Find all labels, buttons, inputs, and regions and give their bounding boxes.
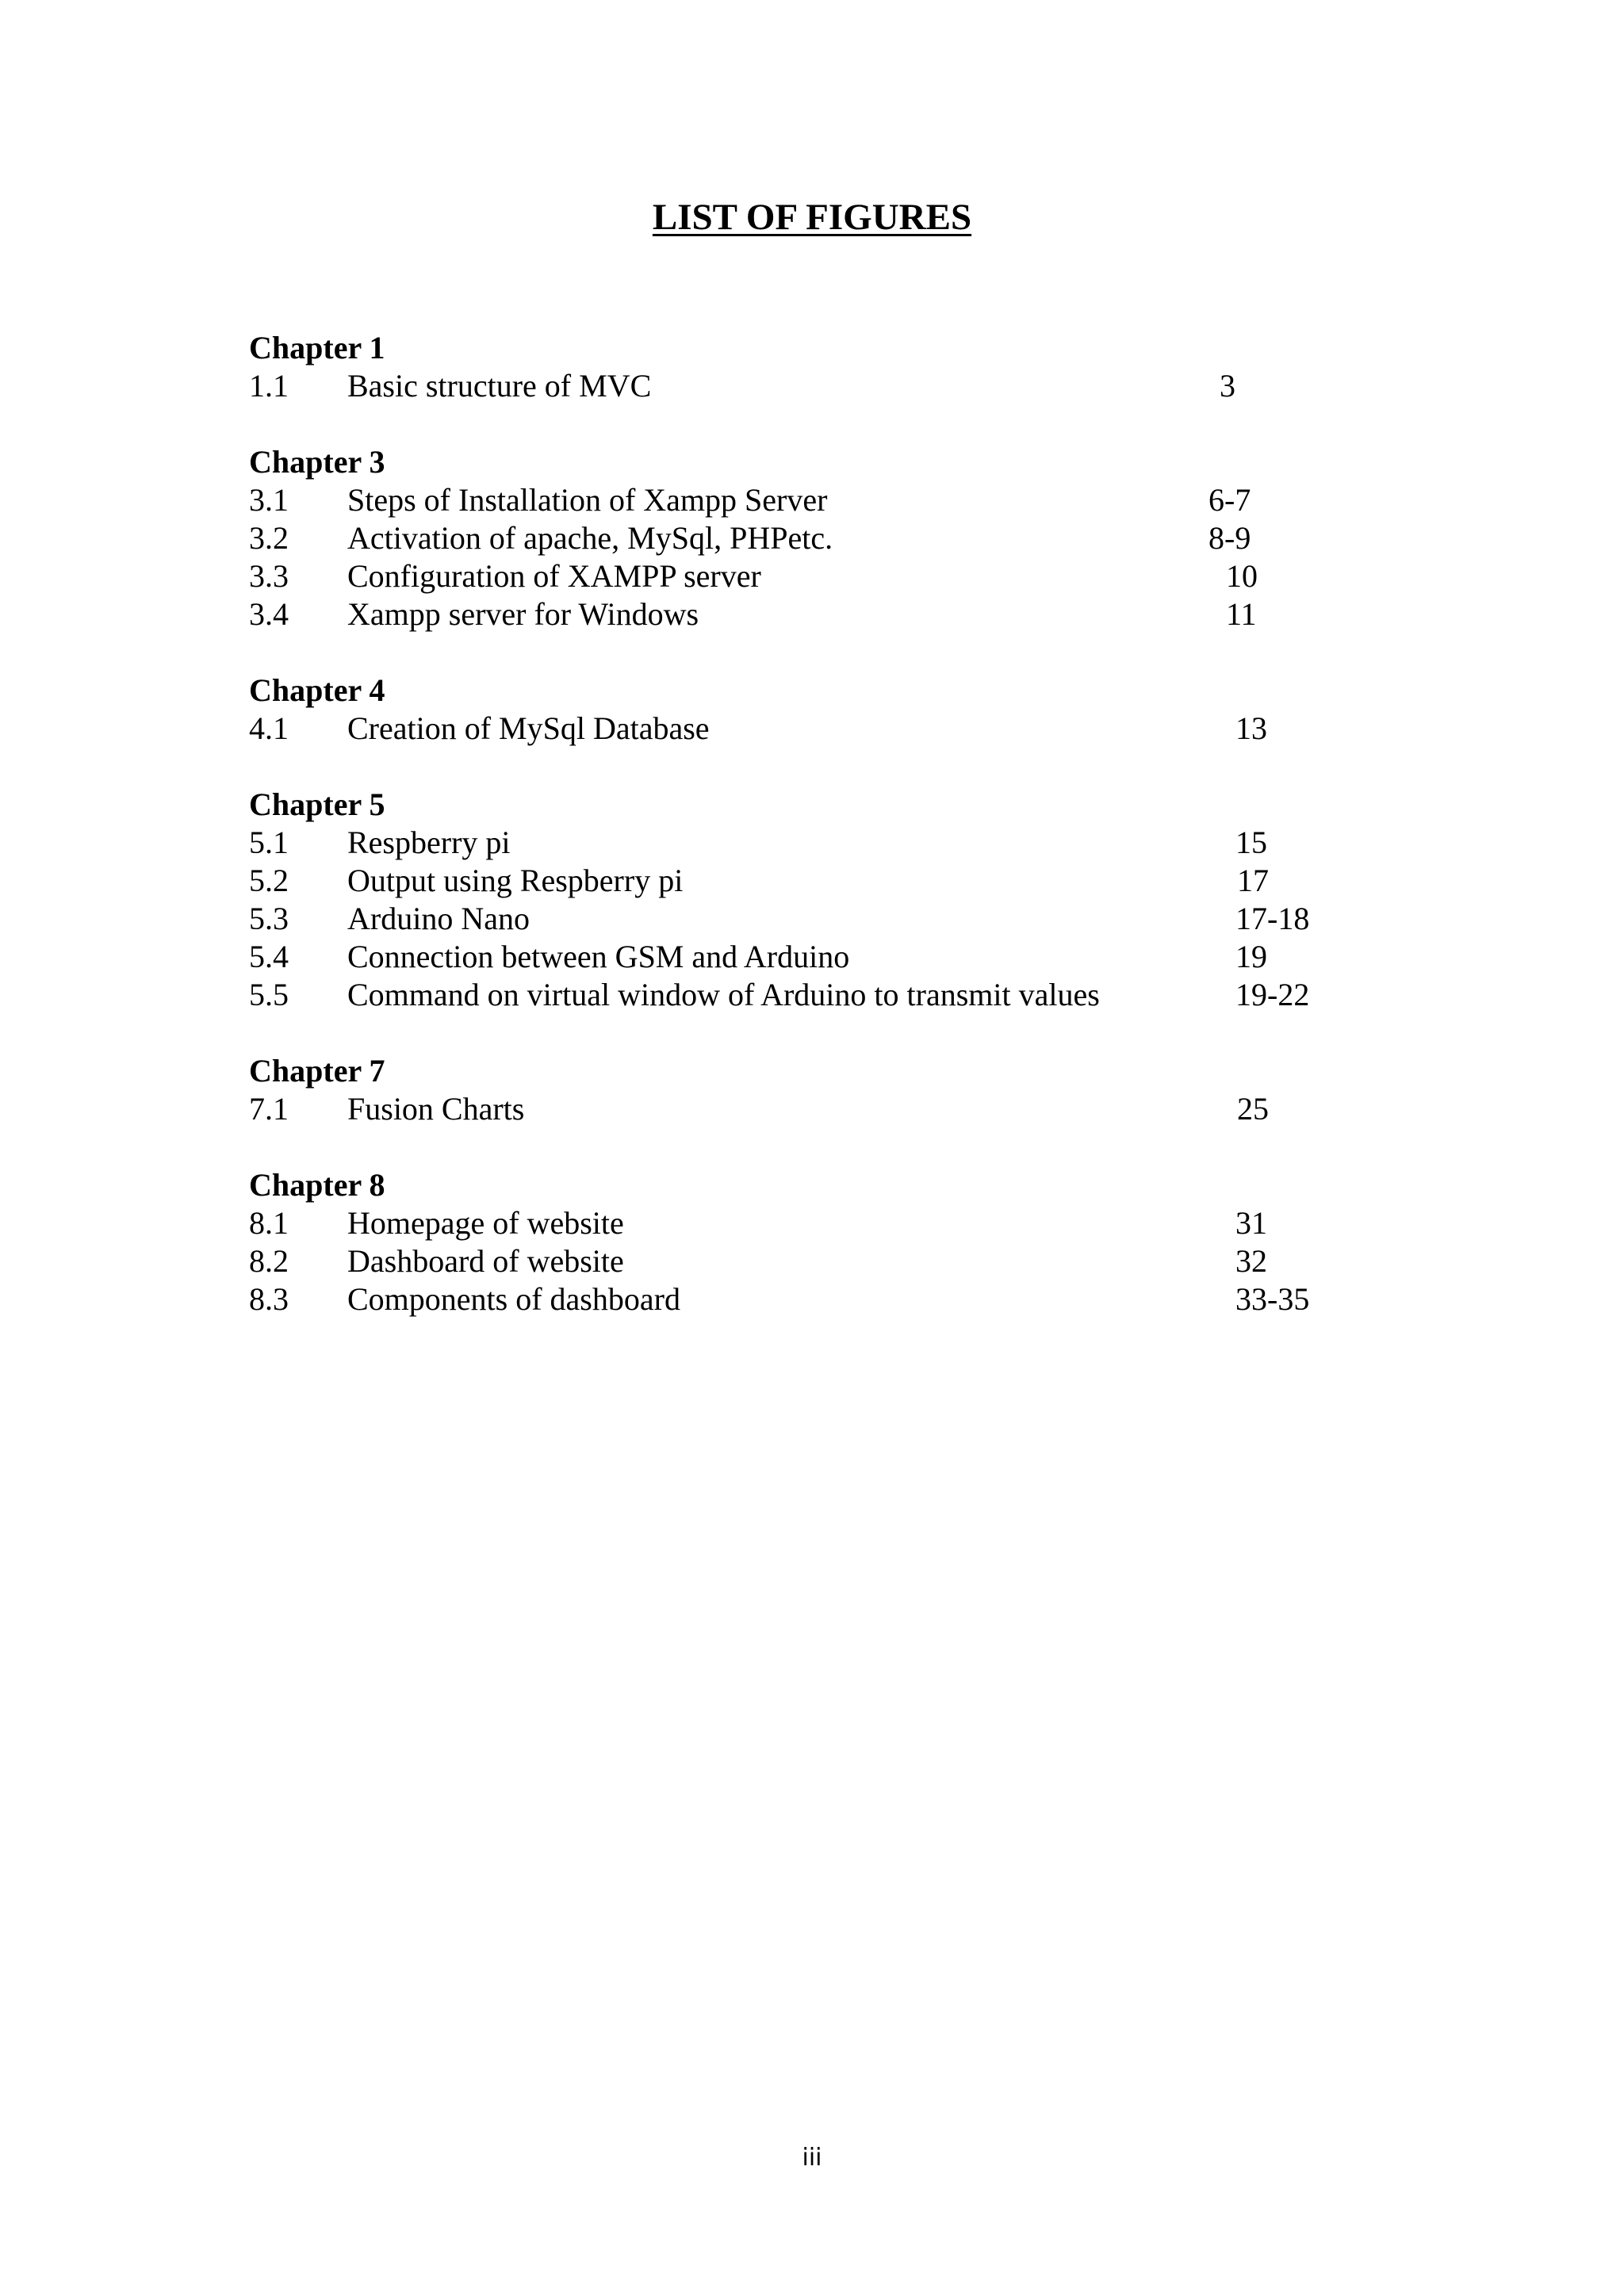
figure-number: 5.3: [249, 901, 289, 936]
figure-entry: [249, 519, 1359, 557]
figure-title: Fusion Charts: [347, 1091, 525, 1127]
figure-page: 32: [1235, 1243, 1267, 1279]
figure-entry: [249, 1280, 1359, 1318]
figure-title: Steps of Installation of Xampp Server: [347, 482, 828, 518]
figure-page: 13: [1235, 710, 1267, 746]
figure-title: Configuration of XAMPP server: [347, 558, 761, 594]
figure-number: 3.3: [249, 558, 289, 594]
figure-title: Activation of apache, MySql, PHPetc.: [347, 520, 833, 556]
figure-entry: [249, 1204, 1359, 1242]
figure-number: 5.1: [249, 825, 289, 860]
chapter-section: [249, 1166, 1359, 1318]
figure-entry: [249, 824, 1359, 862]
figure-title: Respberry pi: [347, 825, 511, 860]
figure-page: 19-22: [1235, 977, 1310, 1012]
figure-number: 1.1: [249, 368, 289, 404]
chapter-heading: Chapter 3: [249, 444, 385, 480]
figure-page: 25: [1237, 1091, 1269, 1127]
figure-number: 3.2: [249, 520, 289, 556]
figure-title: Output using Respberry pi: [347, 863, 684, 898]
figure-title: Command on virtual window of Arduino to transmit values: [347, 977, 1100, 1012]
chapter-section: [249, 672, 1359, 748]
figure-number: 7.1: [249, 1091, 289, 1127]
figure-entry: [249, 557, 1359, 595]
figure-number: 8.2: [249, 1243, 289, 1279]
figure-entry: [249, 862, 1359, 900]
page-number: iii: [802, 2144, 822, 2172]
figure-entry: [249, 710, 1359, 748]
figure-title: Dashboard of website: [347, 1243, 624, 1279]
chapter-heading: Chapter 7: [249, 1053, 385, 1089]
page-title: LIST OF FIGURES: [652, 197, 972, 238]
figure-title: Xampp server for Windows: [347, 596, 699, 632]
figure-entry: [249, 481, 1359, 519]
figure-number: 5.2: [249, 863, 289, 898]
chapter-heading: Chapter 1: [249, 330, 385, 365]
figure-page: 3: [1220, 368, 1235, 404]
figure-number: 3.1: [249, 482, 289, 518]
chapter-heading: Chapter 4: [249, 672, 385, 708]
chapter-section: [249, 1052, 1359, 1128]
chapter-heading: Chapter 5: [249, 786, 385, 822]
figure-title: Connection between GSM and Arduino: [347, 939, 850, 974]
figure-entry: [249, 976, 1359, 1014]
figure-entry: [249, 900, 1359, 938]
figure-page: 17-18: [1235, 901, 1310, 936]
figure-number: 5.5: [249, 977, 289, 1012]
figure-title: Arduino Nano: [347, 901, 530, 936]
chapter-heading: Chapter 8: [249, 1167, 385, 1203]
figure-title: Creation of MySql Database: [347, 710, 710, 746]
figure-number: 8.3: [249, 1281, 289, 1317]
figure-entry: [249, 1242, 1359, 1280]
figure-page: 17: [1237, 863, 1269, 898]
figure-page: 31: [1235, 1205, 1267, 1241]
chapter-section: [249, 443, 1359, 633]
chapter-section: [249, 786, 1359, 1014]
figure-page: 8-9: [1208, 520, 1251, 556]
figure-title: Homepage of website: [347, 1205, 624, 1241]
figure-title: Components of dashboard: [347, 1281, 680, 1317]
figure-title: Basic structure of MVC: [347, 368, 652, 404]
figure-entry: [249, 1090, 1359, 1128]
figure-entry: [249, 595, 1359, 633]
figure-page: 15: [1235, 825, 1267, 860]
figure-page: 33-35: [1235, 1281, 1310, 1317]
figure-number: 5.4: [249, 939, 289, 974]
figure-number: 8.1: [249, 1205, 289, 1241]
figure-page: 6-7: [1208, 482, 1251, 518]
figure-page: 10: [1226, 558, 1258, 594]
figure-entry: [249, 938, 1359, 976]
figure-number: 3.4: [249, 596, 289, 632]
chapter-section: [249, 329, 1359, 405]
figure-number: 4.1: [249, 710, 289, 746]
figure-page: 11: [1226, 596, 1257, 632]
figure-list: [249, 329, 1359, 1357]
figure-page: 19: [1235, 939, 1267, 974]
figure-entry: [249, 367, 1359, 405]
